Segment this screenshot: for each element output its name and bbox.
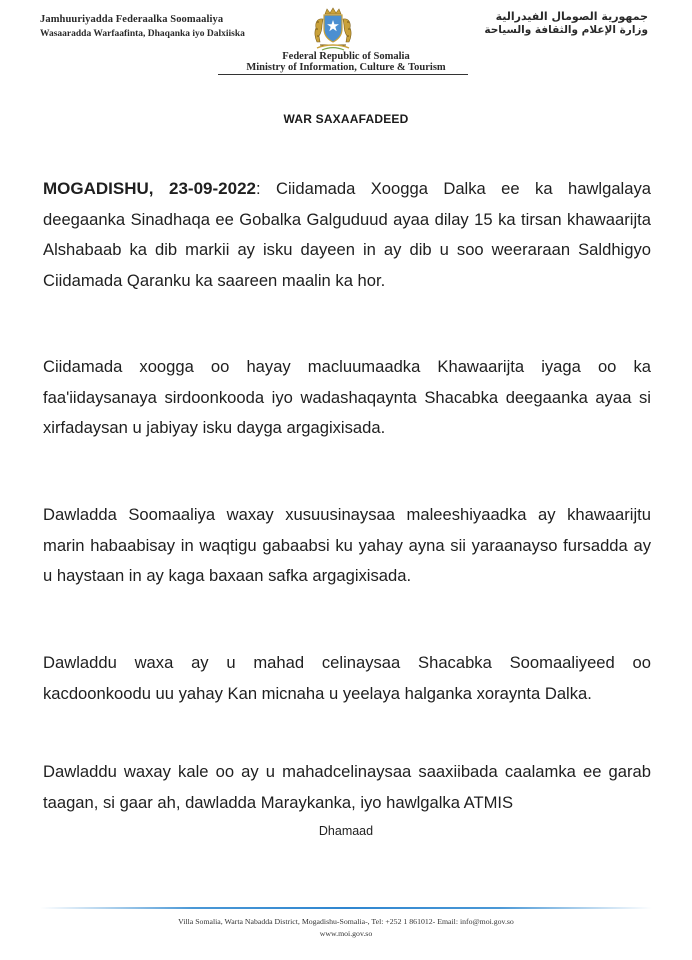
paragraph-4: Dawladdu waxa ay u mahad celinaysaa Shacabka Soomaaliyeed oo kacdoonkoodu uu yahay Kan micnaha u yeelaya halganka xoraynta Dalka. — [43, 653, 651, 703]
dateline: MOGADISHU, 23-09-2022 — [43, 179, 256, 198]
footer-contact: Villa Somalia, Warta Nabadda District, Mogadishu-Somalia-, Tel: +252 1 861012- Email: info@moi.gov.so — [178, 917, 514, 926]
english-ministry-name: Ministry of Information, Culture & Tourism — [246, 62, 446, 73]
arabic-ministry-name: وزارة الإعلام والثقافة والسياحة — [484, 24, 648, 36]
letterhead-divider — [218, 74, 468, 75]
letterhead-english — [0, 51, 692, 73]
paragraph-3: Dawladda Soomaaliya waxay xusuusinaysaa maleeshiyaadka ay khawaarijtu marin habaabisay in waqtigu gabaabsi ku yahay ayna sii yaraanayso fursadda ay u haystaan in ay kaga baxaan safka argagixisada. — [43, 505, 651, 585]
footer-divider — [40, 907, 652, 909]
paragraph-1 — [43, 174, 651, 296]
somali-ministry-name: Wasaaradda Warfaafinta, Dhaqanka iyo Dalxiiska — [40, 29, 245, 39]
arabic-government-name: جمهورية الصومال الفيدرالية — [495, 10, 648, 23]
somalia-coat-of-arms-icon — [308, 7, 358, 53]
english-government-name: Federal Republic of Somalia — [282, 51, 410, 62]
letterhead — [0, 0, 692, 80]
somali-government-name: Jamhuuriyadda Federaalka Soomaaliya — [40, 14, 224, 25]
paragraph-5: Dawladdu waxay kale oo ay u mahadcelinaysaa saaxiibada caalamka ee garab taagan, si gaar ah, dawladda Maraykanka, iyo hawlgalka ATMIS — [43, 762, 651, 812]
document-title: WAR SAXAAFADEED — [283, 112, 409, 126]
footer-website: www.moi.gov.so — [319, 929, 373, 938]
letterhead-arabic — [484, 10, 648, 36]
letterhead-somali — [40, 14, 245, 39]
closing-word: Dhamaad — [318, 824, 374, 838]
paragraph-2: Ciidamada xoogga oo hayay macluumaadka Khawaarijta iyaga oo ka faa'iidaysanaya sirdoonkooda iyo wadashaqaynta Shacabka deegaanka ayaa si xirfadaysan u jabiyay isku dayga argagixisada. — [43, 357, 651, 437]
paragraph-1-text: : Ciidamada Xoogga Dalka ee ka hawlgalaya deegaanka Sinadhaqa ee Gobalka Galguduud ayaa dilay 15 ka tirsan khawaarijta Alshabaab ka dib markii ay isku dayeen in ay dib u soo weeraraan Saldhigyo Ciidamada Qaranku ka saareen maalin ka hor. — [43, 179, 651, 290]
